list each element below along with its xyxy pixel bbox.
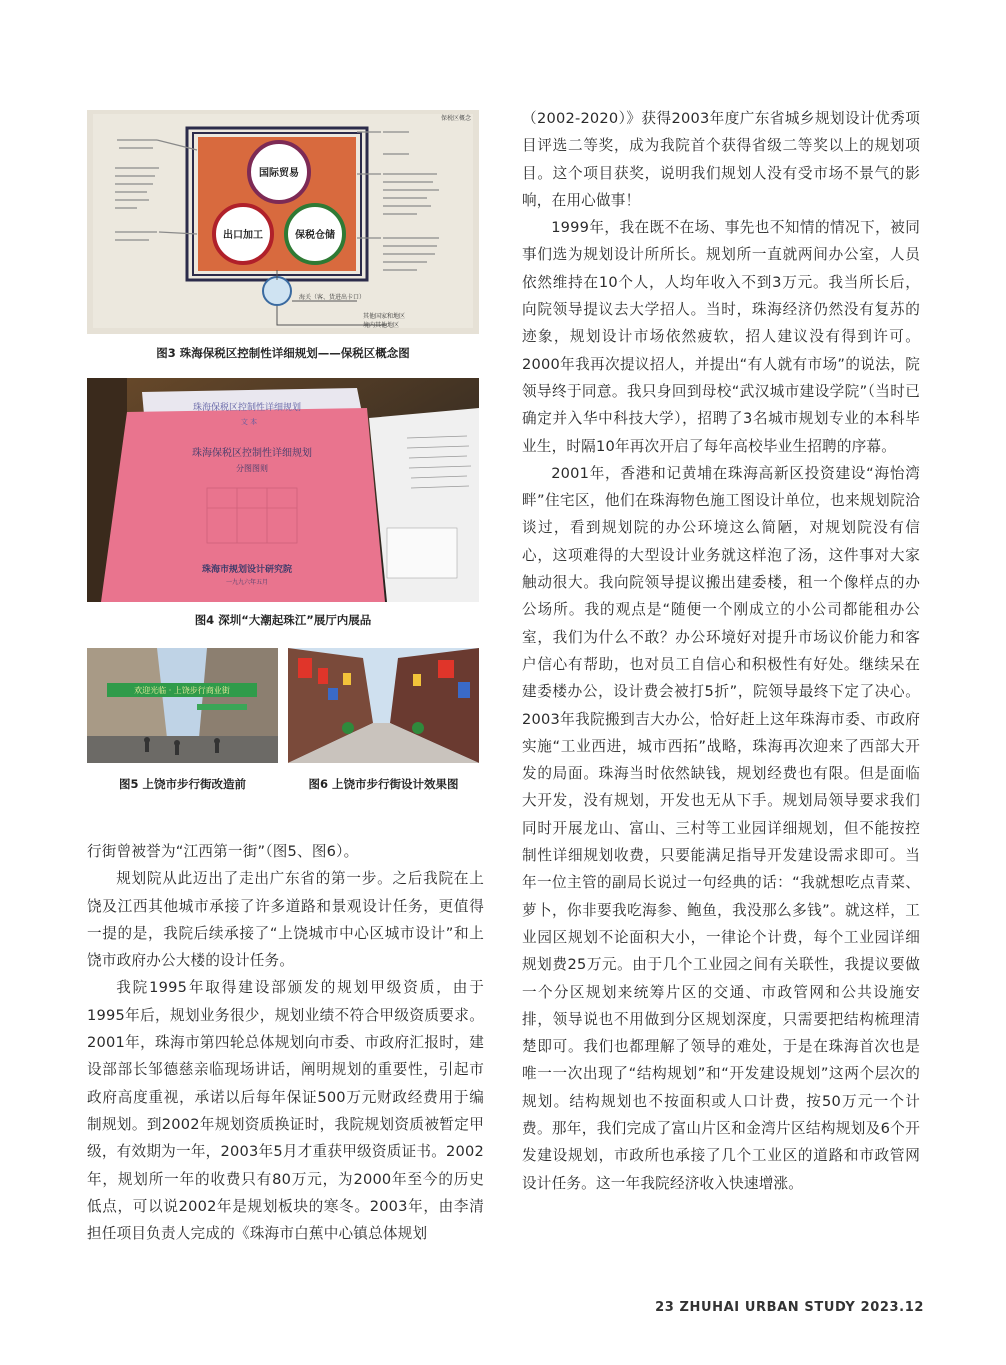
bottom-label-1: 其他国家和地区 bbox=[363, 313, 406, 320]
right-text-column bbox=[522, 105, 920, 1197]
doc-organization: 珠海市规划设计研究院 bbox=[201, 565, 293, 575]
circle-bonded-storage: 保税仓储 bbox=[295, 230, 335, 241]
street-design-rendering bbox=[288, 648, 479, 763]
doc-sub-main: 分图图则 bbox=[236, 464, 268, 473]
street-banner: 欢迎光临 · 上饶步行商业街 bbox=[134, 686, 230, 695]
figure-3-image bbox=[87, 110, 479, 334]
figure-5-caption: 图5 上饶市步行街改造前 bbox=[118, 777, 246, 791]
street-before-photo bbox=[87, 648, 278, 763]
diagram-header-label: 保税区概念 bbox=[441, 115, 472, 122]
doc-title-top: 珠海保税区控制性详细规划 bbox=[192, 403, 302, 413]
left-text-column bbox=[87, 838, 484, 1247]
circle-export-processing: 出口加工 bbox=[223, 230, 263, 241]
paragraph: 1999年，我在既不在场、事先也不知情的情况下，被同事们选为规划设计所所长。规划所一直就两间办公室，人员依然维持在10个人，人均年收入不到3万元。我当所长后，向院领导提议去大学招人。当时，珠海经济仍然没有复苏的迹象，规划设计市场依然疲软，招人建议没有得到许可。2000年我再次提议招人，并提出“有人就有市场”的说法，院领导终于同意。我只身回到母校“武汉城市建设学院”（当时已确定并入华中科技大学），招聘了3名城市规划专业的本科毕业生，时隔10年再次开启了每年高校毕业生招聘的序幕。 bbox=[522, 219, 920, 455]
paragraph: 行街曾被誉为“江西第一街”（图5、图6）。 bbox=[87, 843, 359, 860]
customs-gate-label: 海关（客、货进出卡口） bbox=[299, 294, 366, 301]
paragraph: （2002-2020）》获得2003年度广东省城乡规划设计优秀项目评选二等奖，成为我院首个获得省级二等奖以上的规划项目。这个项目获奖，说明我们规划人没有受市场不景气的影响，在用心做事！ bbox=[522, 110, 920, 209]
doc-year: 一九九六年五月 bbox=[225, 579, 269, 586]
bonded-zone-concept-diagram bbox=[87, 110, 479, 334]
figure-4-image bbox=[87, 378, 479, 602]
exhibit-photo bbox=[87, 378, 479, 602]
paragraph: 2001年，香港和记黄埔在珠海高新区投资建设“海怡湾畔”住宅区，他们在珠海物色施工图设计单位，也来规划院洽谈过，看到规划院的办公环境这么简陋，对规划院没有信心，这项难得的大型设计业务就这样泡了汤，这件事对大家触动很大。我向院领导提议搬出建委楼，租一个像样点的办公场所。我的观点是“随便一个刚成立的小公司都能租办公室，我们为什么不敢？办公环境好对提升市场议价能力和客户信心有帮助，也对员工自信心和积极性有好处。继续呆在建委楼办公，设计费会被打5折”，院领导最终下定了决心。2003年我院搬到吉大办公，恰好赶上这年珠海市委、市政府实施“工业西进，城市西拓”战略，珠海再次迎来了西部大开发的局面。珠海当时依然缺钱，规划经费也有限。但是面临大开发，没有规划，开发也无从下手。规划局领导要求我们同时开展龙山、富山、三村等工业园详细规划，但不能按控制性详细规划收费，只要能满足指导开发建设需求即可。当年一位主管的副局长说过一句经典的话：“我就想吃点青菜、萝卜，你非要我吃海参、鲍鱼，我没那么多钱”。就这样，工业园区规划不论面积大小，一律论个计费，每个工业园详细规划费25万元。由于几个工业园之间有关联性，我提议要做一个分区规划来统筹片区的交通、市政管网和公共设施安排，领导说也不用做到分区规划深度，只需要把结构梳理清楚即可。我们也都理解了领导的难处，于是在珠海首次也是唯一一次出现了“结构规划”和“开发建设规划”这两个层次的规划。结构规划也不按面积或人口计费，按50万元一个计费。那年，我们完成了富山片区和金湾片区结构规划及6个开发建设规划，市政所也承接了几个工业区的道路和市政管网设计任务。这一年我院经济收入快速增涨。 bbox=[522, 464, 920, 1192]
figure-4-caption: 图4 深圳“大潮起珠江”展厅内展品 bbox=[194, 613, 372, 627]
doc-sub-top: 文 本 bbox=[240, 418, 258, 426]
figure-3-caption: 图3 珠海保税区控制性详细规划——保税区概念图 bbox=[156, 346, 410, 360]
paragraph: 规划院从此迈出了走出广东省的第一步。之后我院在上饶及江西其他城市承接了许多道路和景观设计任务，更值得一提的是，我院后续承接了“上饶城市中心区城市设计”和上饶市政府办公大楼的设计任务。 bbox=[87, 870, 484, 970]
paragraph: 我院1995年取得建设部颁发的规划甲级资质，由于1995年后，规划业务很少，规划业绩不符合甲级资质要求。2001年，珠海市第四轮总体规划向市委、市政府汇报时，建设部部长邹德慈亲临现场讲话，阐明规划的重要性，引起市政府高度重视，承诺以后每年保证500万元财政经费用于编制规划。到2002年规划资质换证时，我院规划资质被暂定甲级，有效期为一年，2003年5月才重获甲级资质证书。2002年，规划所一年的收费只有80万元，为2000年至今的历史低点，可以说2002年是规划板块的寒冬。2003年，由李清担任项目负责人完成的《珠海市白蕉中心镇总体规划 bbox=[87, 979, 484, 1243]
page-footer: 23 ZHUHAI URBAN STUDY 2023.12 bbox=[655, 1300, 924, 1315]
figure-6-image bbox=[288, 648, 479, 763]
circle-international-trade: 国际贸易 bbox=[259, 168, 299, 179]
figure-5-image bbox=[87, 648, 278, 763]
bottom-label-2: 境内其他地区 bbox=[363, 322, 400, 329]
doc-title-main: 珠海保税区控制性详细规划 bbox=[192, 448, 312, 459]
figure-6-caption: 图6 上饶市步行街设计效果图 bbox=[308, 777, 459, 791]
